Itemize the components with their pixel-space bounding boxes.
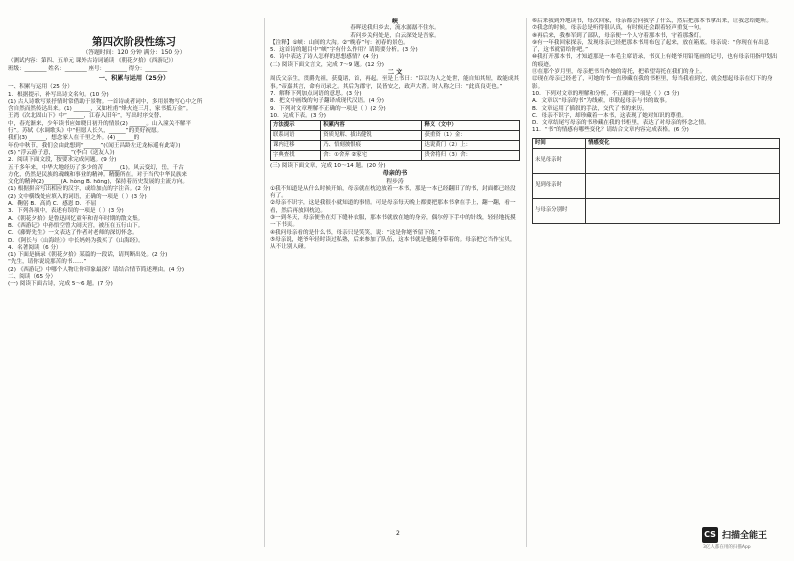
table-row [533,198,780,223]
question-block-classic [270,91,520,120]
page-number: 2 [396,530,400,537]
question-line: A．《朝花夕拾》是鲁迅回忆童年和青年时期的散文集。 [8,215,144,222]
table-cell: 乃、悟刻披恨痕 [321,141,422,151]
essay-paragraph: ⑦我念的时候，母亲总是听得很认真，有时候还会跟着轻声重复一句。 [532,25,705,32]
table-header: 时间 [533,138,586,148]
question-line: 二、阅读（65 分） [8,274,57,281]
table-header: 释义（文中） [422,121,520,131]
student-fields: 班级：________ 姓名：________ 座号：________ 得分：________ [8,66,168,72]
essay-paragraph: ⑤母亲说，姥爷年轻时读过私塾，后来参加了队伍，这本书就是他随身带着的。母亲把它当作宝贝，从不让别人碰。 [270,236,516,251]
poem-title: 峡 [391,18,399,25]
question-line: C．母亲不识字，却珍藏着一本书，这表现了她对知识的尊重。 [532,112,687,119]
question-line: C．《藤野先生》一文表达了作者对老师的深切怀念。 [8,230,138,237]
table-cell: 资质见解、拔出健锐 [321,131,422,141]
question-line: (一) 阅读下面古诗，完成 5～6 题。(7 分) [8,281,113,288]
column-middle [270,18,520,547]
emotion-table [532,138,780,224]
question-line: 行”。苏轼《水调歌头》中“但愿人长久，______”的美好祝愿。 [8,128,163,135]
table-header: 情感变化 [586,138,780,148]
classic-section-heading: 二 文 [387,69,403,77]
section-heading: 一、积累与运用（25分） [98,75,170,82]
exam-subtitle: （答题时间：120 分钟 满分：150 分） [82,50,186,56]
question-line: 我们(3) ______，想念家人在千里之外。(4) ______的 [8,135,140,142]
question-line: 中，春光渐来，少年读书应如晓日初升的情景(2) ______。山入潼关不解平 [8,120,192,127]
table-row [533,173,780,198]
answer-cell[interactable] [586,148,780,173]
question-line: 一、积累与运用（25 分） [8,84,73,91]
question-line: 7．解释下列加点词语的意思。(3 分) [270,90,362,97]
table-cell: 获重资（1）金： [422,131,520,141]
answer-cell[interactable] [586,198,780,223]
essay-paragraph: ③一到冬天，母亲便坐在灯下缝补衣服，那本书就放在她的身旁，偶尔停下手中的针线，轻轻地抚摸一下书页。 [270,214,516,229]
essay-author: 程步涛 [386,178,404,185]
essay-body [270,186,520,252]
column-divider [264,18,265,547]
table-cell: 联系词语 [271,131,321,141]
table-cell: 与母亲分别时 [533,198,586,223]
question-line: 含自然而然传达出来。(1) ______，又如杜甫“烽火连三月，家书抵万金”。 [8,106,192,113]
question-block-essay [532,91,780,135]
essay-paragraph: ⑫现在母亲已经老了，可她的书一直珍藏在我的书柜里，每当我看到它，就会想起母亲在灯下的身影。 [532,76,773,90]
answer-cell[interactable] [586,173,780,198]
table-row [271,141,520,151]
exam-scope: （测试内容：第四、五单元 课外古诗词诵读 《朝花夕拾》《西游记》） [8,58,177,64]
question-line: 【注释】①峡：山间的大沟。②“晚春”句：初春的景色。 [270,39,409,46]
logo-name: 扫描全能王 [722,531,768,541]
table-row [271,151,520,161]
essay-paragraph: ⑨有一年我回家探亲，发现母亲已经把那本书用布包了起来，放在箱底。母亲说：“你现在有出息了，这书就留给你吧。” [532,39,770,54]
exam-title: 第四次阶段性练习 [92,36,176,48]
poem-line: 春晖送我归乡去，流水潺潺不住东。 [350,25,440,32]
question-line: (5) “浮云游子意，______”(李白《送友人》) [8,149,115,156]
essay-paragraph: ④我问母亲看的是什么书，母亲只是笑笑，说：“这是你姥爷留下的。” [270,229,441,236]
question-line: 9．下列对文章理解不正确的一项是（ ）(2 分) [270,105,386,112]
question-line: 方化，仍然是民族的魂魄和事业的精神。精髓所在。对于当代中华民族来 [8,171,188,178]
column-divider [526,18,527,547]
question-line: (二) 阅读下面文言文，完成 7～9 题。(12 分) [270,61,384,68]
essay-paragraph: ①我不知道是从什么时候开始，母亲就在枕边放着一本书，那是一本已经翻旧了的书，封面都已经没有了。 [270,185,516,200]
question-line: 文化的精神(2)______(A. hòng B. hōng)，保持着历史发展的主流方向。 [8,179,188,186]
essay-continued [532,18,780,91]
question-line: 4．名著阅读（6 分） [8,244,62,251]
table-header: 方法提示 [271,121,321,131]
essay-paragraph: ⑪在那个岁月里，母亲把书当作她的寄托，把希望寄托在我们的身上。 [532,69,706,76]
table-cell: 字典查找 [271,151,321,161]
question-block-left [8,84,260,288]
question-line: (1) 根据拼音写出相应的汉字，或给加点的字注音。(2 分) [8,186,151,193]
table-header: 积累内容 [321,121,422,131]
table-row [533,148,780,173]
question-line: B．《西游记》中孙悟空曾大闹天宫，被压在五行山下。 [8,222,144,229]
question-line: 2．阅读下面文段，按要求完成问题。(9 分) [8,157,117,164]
question-line: A．文章以“母亲的书”为线索，串联起母亲与书的故事。 [532,98,671,105]
question-line: A．鞠躬 B．高尚 C．感恩 D．不屈 [8,201,97,208]
cs-logo-icon: CS [702,527,718,543]
essay-title: 母亲的书 [382,170,408,178]
question-line: (1) 古人诗歌写景抒情时常借助于景物。一首诗或者词中，多用景物写心中之所 [8,98,203,105]
question-line: 王湾《次北固山下》中“______，江春入旧年”，写出时序交替、 [8,113,165,120]
question-line: 五千多年来，中华大地经历了多少的苦______(1)。风云变幻，岳，千古 [8,164,184,171]
question-line: 6．诗中表达了诗人怎样的思想感情？(4 分) [270,54,379,61]
question-line: 10．下列对文章的理解和分析，不正确的一项是（ ）(3 分) [532,90,680,97]
table-cell: 未见母亲时 [533,148,586,173]
essay-paragraph: ⑧再后来，我参军到了部队，母亲便一个人守着那本书，守着那盏灯。 [532,32,705,39]
column-right [532,18,780,547]
poem-body [270,25,520,40]
table-cell: 见到母亲时 [533,173,586,198]
question-line: D．《阿长与〈山海经〉》中长妈妈为我买了《山海经》。 [8,237,144,244]
classic-text: 周氏父亲生，贯爵先祖，获蔓诸，首，再起。至是上书曰：“臣以为人之处世，能自知其短，故能成其事。”帝嘉其言，命有司录之。其后为郡守，民皆安之，政声大著。时人称之曰：“此真良吏也。” [270,76,520,90]
question-line: D．文章结尾写母亲的书珍藏在我的书柜里，表达了对母亲的怀念之情。 [532,120,710,127]
essay-paragraph: ⑩我打开那本书，才知道那是一本毛主席语录，书页上有姥爷用铅笔画的记号，也有母亲用指甲划出的痕迹。 [532,54,778,68]
table-cell: 达说黄门（2）上： [422,141,520,151]
logo-tagline: 3亿人都在用的扫描App [703,545,751,550]
question-block-poem [270,40,520,69]
table-row [271,131,520,141]
question-line: B．文章运用了插叙的手法，交代了书的来历。 [532,105,648,112]
question-line: (2) 《西游记》中哪个人物让你印象最深？请结合情节简述理由。(4 分) [8,266,185,273]
question-line: 11．“书”的情感有哪些变化？请结合文章内容完成表格。(6 分) [532,127,689,134]
column-left [8,18,260,547]
table-cell: 贵舍将归（3）舍： [422,151,520,161]
poem-line: 若问乡关何处是，白云深处是吾家。 [350,32,440,39]
table-cell: 舍：①舍弃 ②家宅 [321,151,422,161]
question-line: (1) 下面是摘录《朝花夕拾》某篇的一段话，请判断出处。(2 分) [8,252,168,259]
question-line: 1．根据提示，补写出诗文名句。(10 分) [8,91,109,98]
question-line: (2) 文中横线处应填入的词语，正确的一项是（ ）(3 分) [8,193,147,200]
question-line: 3．下列各项中，表述有误的一项是（ ）(3 分) [8,208,124,215]
scanner-watermark [702,524,792,550]
question-line: “先生，请你说说那苦的书……” [8,259,87,266]
modern-section-heading: (三) 阅读下面文章，完成 10～14 题。(20 分) [270,163,386,170]
question-line: 10．完成下表。(3 分) [270,112,326,119]
question-line: 5．这首诗的题目中“峡”字有什么作用？请简要分析。(3 分) [270,47,418,54]
table-cell: 课内迁移 [271,141,321,151]
question-line: 8．把文中画线的句子翻译成现代汉语。(4 分) [270,98,384,105]
essay-paragraph: ⑥后来我到外地读书，每次回家，母亲都会问我学了什么，然后把那本书拿出来，让我念给她听。 [532,18,772,24]
vocab-table [270,120,520,161]
essay-paragraph: ②母亲不识字，这是我很小就知道的事情。可是母亲每天晚上都要把那本书拿在手上，翻一翻，看一看，然后再放回枕边。 [270,200,516,214]
question-line: 年份中秋节，我们会由此想到“______”(《闻王昌龄左迁龙标遥有此寄》) [8,142,181,149]
